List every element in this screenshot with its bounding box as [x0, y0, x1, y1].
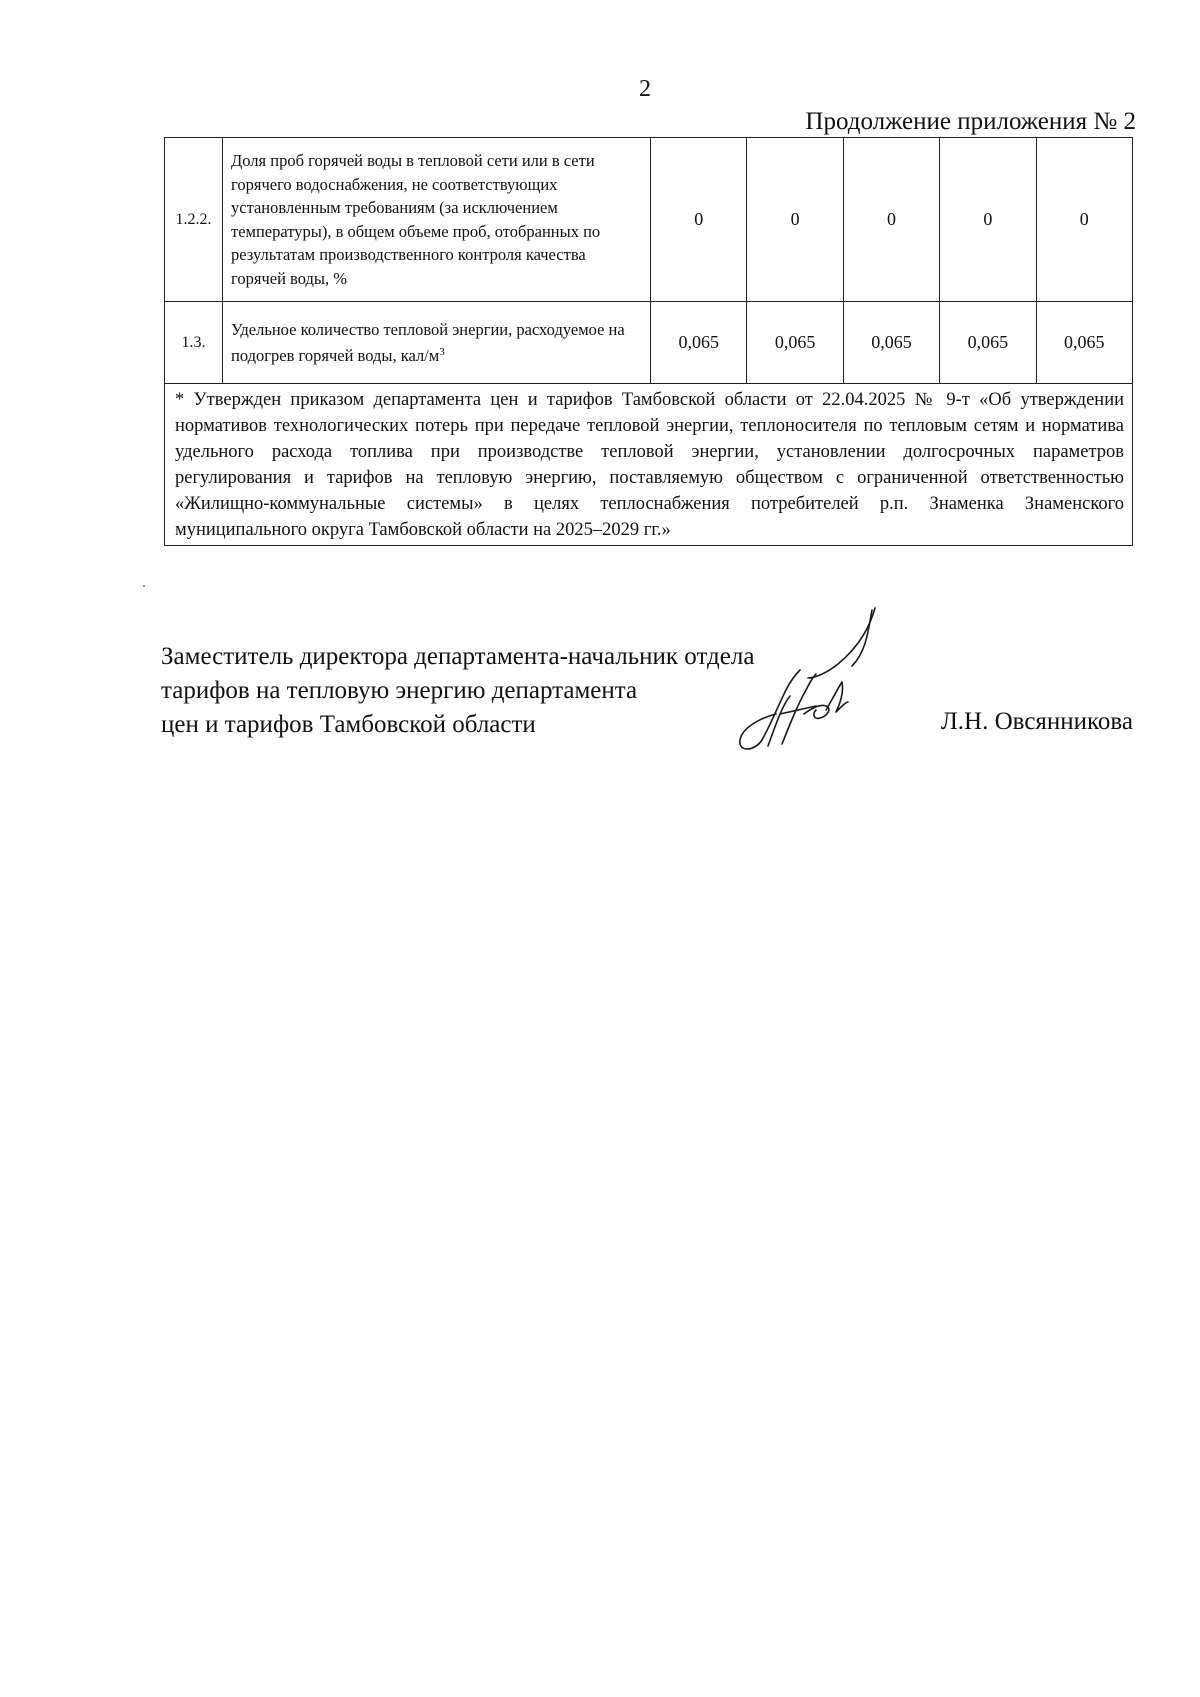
footnote-row — [165, 384, 1133, 546]
row-number: 1.3. — [165, 302, 223, 384]
description-text: Удельное количество тепловой энергии, расходуемое на подогрев горячей воды, кал/м — [231, 319, 625, 365]
value-cell: 0,065 — [1036, 302, 1132, 384]
scan-speck — [143, 585, 145, 587]
norms-table — [164, 137, 1133, 546]
handwritten-signature — [720, 606, 890, 756]
position-line: Заместитель директора департамента-начальник отдела — [161, 643, 755, 670]
table-row — [165, 302, 1133, 384]
signatory-position — [161, 640, 754, 742]
value-cell: 0,065 — [843, 302, 939, 384]
position-line: тарифов на тепловую энергию департамента — [161, 677, 638, 704]
row-number: 1.2.2. — [165, 138, 223, 302]
page-number: 2 — [639, 76, 651, 102]
continuation-title: Продолжение приложения № 2 — [805, 108, 1136, 135]
value-cell: 0 — [747, 138, 843, 302]
value-cell: 0 — [651, 138, 747, 302]
value-cell: 0 — [940, 138, 1036, 302]
position-line: цен и тарифов Тамбовской области — [161, 711, 536, 738]
footnote: * Утвержден приказом департамента цен и тарифов Тамбовской области от 22.04.2025 № 9-т «Об утверждении нормативов технологических потерь при передаче тепловой энергии, теплоносителя по тепловым сетям и норматива удельного расхода топлива при производстве тепловой энергии, установлении долгосрочных параметров регулирования и тарифов на тепловую энергию, поставляемую обществом с ограниченной ответственностью «Жилищно-коммунальные системы» в целях теплоснабжения потребителей р.п. Знаменка Знаменского муниципального округа Тамбовской области на 2025–2029 гг.» — [165, 384, 1133, 546]
row-description — [223, 302, 651, 384]
value-cell: 0 — [843, 138, 939, 302]
value-cell: 0,065 — [940, 302, 1036, 384]
value-cell: 0,065 — [651, 302, 747, 384]
table-row — [165, 138, 1133, 302]
value-cell: 0 — [1036, 138, 1132, 302]
signatory-name: Л.Н. Овсянникова — [940, 708, 1133, 735]
superscript: 3 — [439, 346, 445, 358]
row-description: Доля проб горячей воды в тепловой сети или в сети горячего водоснабжения, не соответствующих установленным требованиям (за исключением температуры), в общем объеме проб, отобранных по результатам производственного контроля качества горячей воды, % — [223, 138, 651, 302]
value-cell: 0,065 — [747, 302, 843, 384]
